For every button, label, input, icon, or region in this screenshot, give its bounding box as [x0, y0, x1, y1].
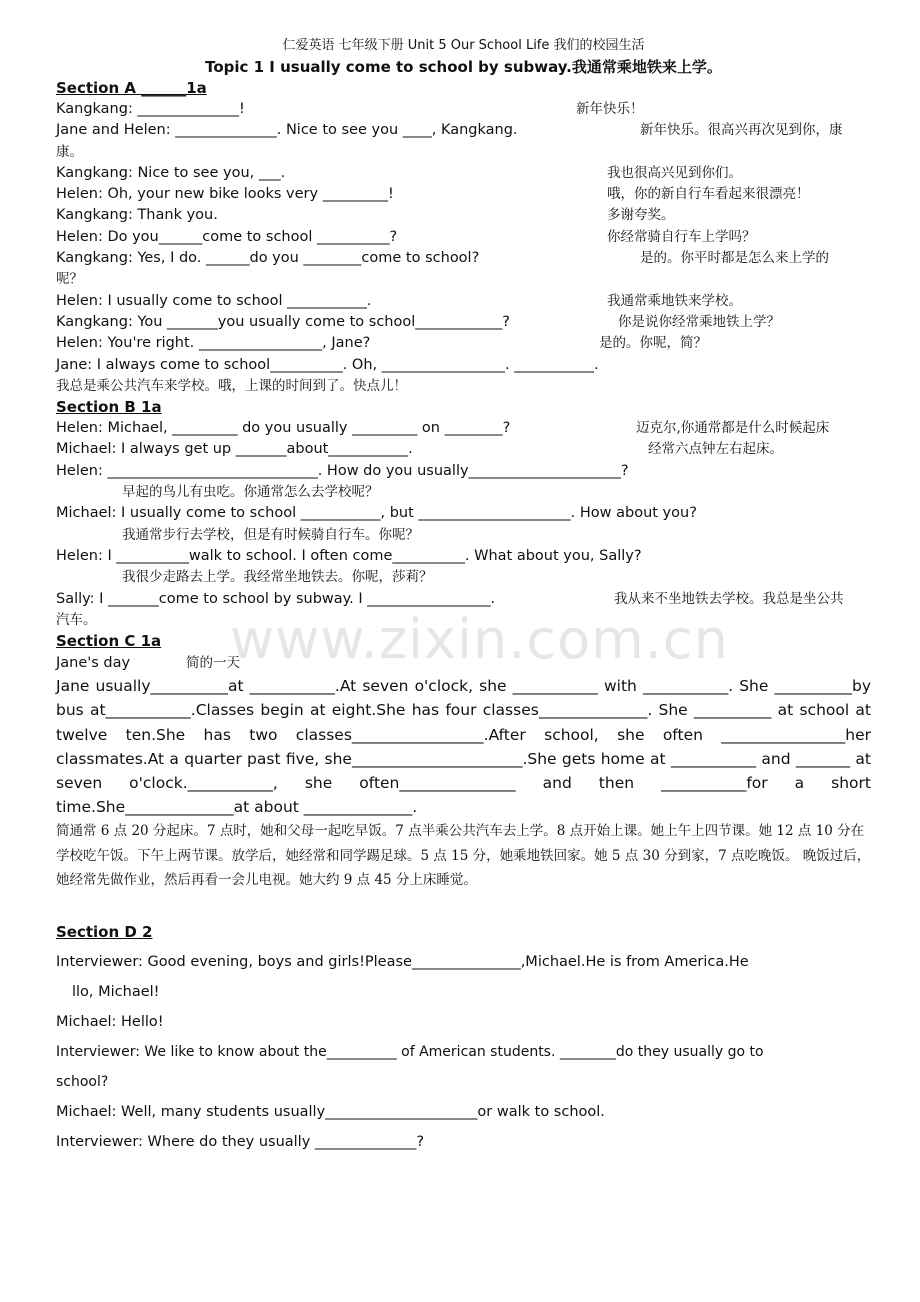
- dialogue-line: Michael: I usually come to school ___________, but _____________________. How about you?: [56, 505, 697, 522]
- dialogue-line: Jane: I always come to school__________. Oh, _________________. ___________.: [56, 356, 599, 373]
- dialogue-line: Kangkang: ______________! 新年快乐！: [56, 101, 644, 117]
- dialogue-line: Kangkang: Yes, I do. ______do you ________come to school? 是的。你平时都是怎么来上学的: [56, 250, 829, 267]
- dialogue-line: 我通常步行去学校，但是有时候骑自行车。你呢？: [122, 526, 419, 543]
- dialogue-line: Helen: _____________________________. How do you usually_____________________?: [56, 462, 629, 479]
- section-d-dialogue: [56, 947, 871, 1157]
- dialogue-line: Helen: I usually come to school ___________. 我通常乘地铁来学校。: [56, 292, 742, 309]
- dialogue-line: Helen: Do you______come to school __________? 你经常骑自行车上学吗？: [56, 228, 756, 245]
- topic-title-en: Topic 1 I usually come to school by subway.: [205, 58, 572, 76]
- dialogue-line: Michael: Well, many students usually_____________________or walk to school.: [56, 1103, 605, 1120]
- topic-title-cn: 我通常乘地铁来上学。: [571, 58, 722, 76]
- header-cn-2: 我们的校园生活: [553, 38, 645, 53]
- section-d-heading: Section D 2: [56, 922, 153, 941]
- section-c-heading: Section C 1a: [56, 632, 162, 651]
- dialogue-line: Interviewer: We like to know about the__________ of American students. ________do they usually go to: [56, 1043, 764, 1060]
- dialogue-line: Kangkang: You _______you usually come to school____________? 你是说你经常乘地铁上学？: [56, 313, 780, 330]
- dialogue-line: Helen: Oh, your new bike looks very _________! 哦，你的新自行车看起来很漂亮！: [56, 186, 810, 203]
- dialogue-line: Sally: I _______come to school by subway. I _________________. 我从来不坐地铁去学校。我总是坐公共: [56, 590, 844, 607]
- dialogue-line: 汽车。: [56, 611, 97, 628]
- section-b-dialogue: [56, 418, 871, 631]
- dialogue-line: Interviewer: Where do they usually ______________?: [56, 1133, 425, 1150]
- dialogue-line: Helen: I __________walk to school. I often come__________. What about you, Sally?: [56, 547, 642, 564]
- dialogue-line: school?: [56, 1073, 109, 1090]
- topic-title: [56, 56, 871, 78]
- section-c-subtitle: Jane's day 简的一天: [56, 655, 240, 672]
- dialogue-line: llo, Michael!: [72, 983, 160, 1000]
- dialogue-line: Kangkang: Thank you. 多谢夸奖。: [56, 207, 675, 224]
- dialogue-line: Interviewer: Good evening, boys and girls!Please_______________,Michael.He is from America.He: [56, 953, 749, 970]
- header-line: [56, 36, 871, 56]
- section-c-paragraph: Jane usually__________at ___________.At seven o'clock, she ___________ with ___________. She __________by bus at___________.Classes begin at eight.She has four classes______________. She __________ at school at twelve ten.She has two classes_________________.After school, she often ________________her classmates.At a quarter past five, she______________________.She gets home at ___________ and _______ at seven o'clock.___________, she often_______________ and then ___________for a short time.She______________at about ______________.: [56, 677, 871, 817]
- dialogue-line: Michael: I always get up _______about___________. 经常六点钟左右起床。: [56, 441, 783, 458]
- dialogue-line: Jane and Helen: ______________. Nice to see you ____, Kangkang. 新年快乐。很高兴再次见到你，康: [56, 122, 843, 139]
- section-a-dialogue: [56, 99, 871, 397]
- document-page: [56, 36, 871, 1157]
- dialogue-line: 呢？: [56, 271, 83, 288]
- section-c-translation: 简通常 6 点 20 分起床。7 点时，她和父母一起吃早饭。7 点半乘公共汽车去上学。8 点开始上课。她上午上四节课。她 12 点 10 分在学校吃午饭。下午上两节课。放学后，她经常和同学踢足球。5 点 15 分，她乘地铁回家。她 5 点 30 分到家，7 点吃晚饭。 晚饭过后，她经常先做作业，然后再看一会儿电视。她大约 9 点 45 分上床睡觉。: [56, 823, 871, 889]
- dialogue-line: 我很少走路去上学。我经常坐地铁去。你呢，莎莉？: [122, 569, 433, 586]
- dialogue-line: 我总是乘公共汽车来学校。哦，上课的时间到了。快点儿！: [56, 377, 407, 394]
- dialogue-line: Kangkang: Nice to see you, ___. 我也很高兴见到你们。: [56, 164, 742, 181]
- dialogue-line: Helen: Michael, _________ do you usually _________ on ________? 迈克尔,你通常都是什么时候起床: [56, 420, 830, 437]
- dialogue-line: 康。: [56, 143, 83, 160]
- section-a-heading: Section A ______1a: [56, 79, 207, 97]
- watermark: www.zixin.com.cn: [230, 608, 729, 671]
- header-unit: Unit 5 Our School Life: [407, 38, 550, 53]
- header-cn: 仁爱英语 七年级下册: [282, 38, 404, 53]
- dialogue-line: Michael: Hello!: [56, 1013, 164, 1030]
- dialogue-line: Helen: You're right. _________________, Jane? 是的。你呢，简？: [56, 335, 707, 352]
- dialogue-line: 早起的鸟儿有虫吃。你通常怎么去学校呢？: [122, 484, 379, 501]
- section-b-heading: Section B 1a: [56, 398, 162, 417]
